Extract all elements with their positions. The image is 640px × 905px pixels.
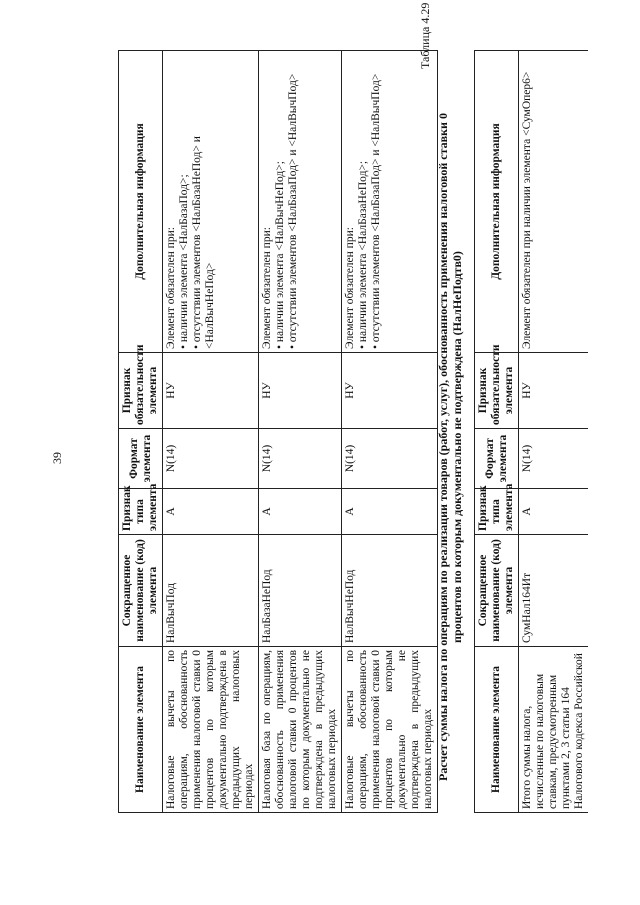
cell-format: N(14) bbox=[163, 429, 259, 489]
table-row bbox=[519, 51, 589, 813]
header-code: Сокращенное наименование (код) элемента bbox=[475, 535, 519, 647]
cell-required: НУ bbox=[163, 353, 259, 429]
cell-info bbox=[259, 51, 342, 353]
header-required: Признак обязательности элемента bbox=[475, 353, 519, 429]
table-header-row bbox=[119, 51, 163, 813]
list-item: • наличии элемента <НалВычНеПод>; bbox=[274, 54, 287, 349]
info-list bbox=[357, 54, 383, 349]
cell-code: НалВычНеПод bbox=[342, 535, 438, 647]
header-type: Признак типа элемента bbox=[119, 489, 163, 535]
header-required: Признак обязательности элемента bbox=[119, 353, 163, 429]
cell-info bbox=[342, 51, 438, 353]
list-item: • отсутствии элементов <НалБазаПод> и <НалВычПод> bbox=[287, 54, 300, 349]
cell-required: НУ bbox=[342, 353, 438, 429]
table-header-row bbox=[475, 51, 519, 813]
cell-format: N(14) bbox=[519, 429, 589, 489]
info-intro: Элемент обязателен при: bbox=[261, 227, 273, 349]
header-name: Наименование элемента bbox=[119, 647, 163, 813]
cell-code: СумНал164Ит bbox=[519, 535, 589, 647]
header-name: Наименование элемента bbox=[475, 647, 519, 813]
cell-name: Итого суммы налога, исчисленные по налоговым ставкам, предусмотренным пунктами 2, 3 статьи 164 Налогового кодекса Российской bbox=[519, 647, 589, 813]
list-item: • отсутствии элементов <НалБазаПод> и <НалВычПод> bbox=[370, 54, 383, 349]
header-info: Дополнительная информация bbox=[475, 51, 519, 353]
cell-name: Налоговая база по операциям, обоснованность применения налоговой ставки 0 процентов по которым документально не подтверждена в предыдущих налоговых периодах bbox=[259, 647, 342, 813]
header-code: Сокращенное наименование (код) элемента bbox=[119, 535, 163, 647]
cell-type: А bbox=[342, 489, 438, 535]
table-row bbox=[163, 51, 259, 813]
table-row bbox=[342, 51, 438, 813]
cell-code: НалВычПод bbox=[163, 535, 259, 647]
cell-info bbox=[163, 51, 259, 353]
info-list bbox=[274, 54, 300, 349]
cell-type: А bbox=[259, 489, 342, 535]
info-intro: Элемент обязателен при: bbox=[165, 227, 177, 349]
table-label: Таблица 4.29 bbox=[418, 2, 432, 69]
cell-required: НУ bbox=[259, 353, 342, 429]
list-item: • наличии элемента <НалБазаНеПод>; bbox=[357, 54, 370, 349]
header-info: Дополнительная информация bbox=[119, 51, 163, 353]
cell-type: А bbox=[163, 489, 259, 535]
table-row bbox=[259, 51, 342, 813]
header-format: Формат элемента bbox=[475, 429, 519, 489]
page-number: 39 bbox=[50, 452, 64, 464]
tax-calc-table bbox=[474, 50, 588, 813]
cell-info: Элемент обязателен при наличии элемента <СумОпер6> bbox=[519, 51, 589, 353]
info-list bbox=[178, 54, 217, 349]
header-format: Формат элемента bbox=[119, 429, 163, 489]
table-title: Расчет суммы налога по операциям по реализации товаров (работ, услуг), обоснованность применения налоговой ставки 0 процентов по которым документально не подтверждена (НалНеПодтв0) bbox=[436, 113, 464, 781]
cell-format: N(14) bbox=[342, 429, 438, 489]
cell-required: НУ bbox=[519, 353, 589, 429]
cell-code: НалБазаНеПод bbox=[259, 535, 342, 647]
list-item: • наличии элемента <НалБазаПод>; bbox=[178, 54, 191, 349]
cell-name: Налоговые вычеты по операциям, обоснованность применения налоговой ставки 0 процентов по которым документально подтверждена в предыдущих налоговых периодах bbox=[163, 647, 259, 813]
header-type: Признак типа элемента bbox=[475, 489, 519, 535]
cell-type: А bbox=[519, 489, 589, 535]
list-item: • отсутствии элементов <НалБазаНеПод> и <НалВычНеПод> bbox=[191, 54, 217, 349]
elements-table bbox=[118, 50, 438, 813]
info-intro: Элемент обязателен при: bbox=[344, 227, 356, 349]
cell-name: Налоговые вычеты по операциям, обоснованность применения налоговой ставки 0 процентов по которым документально не подтверждена в предыдущих налоговых периодах bbox=[342, 647, 438, 813]
cell-format: N(14) bbox=[259, 429, 342, 489]
